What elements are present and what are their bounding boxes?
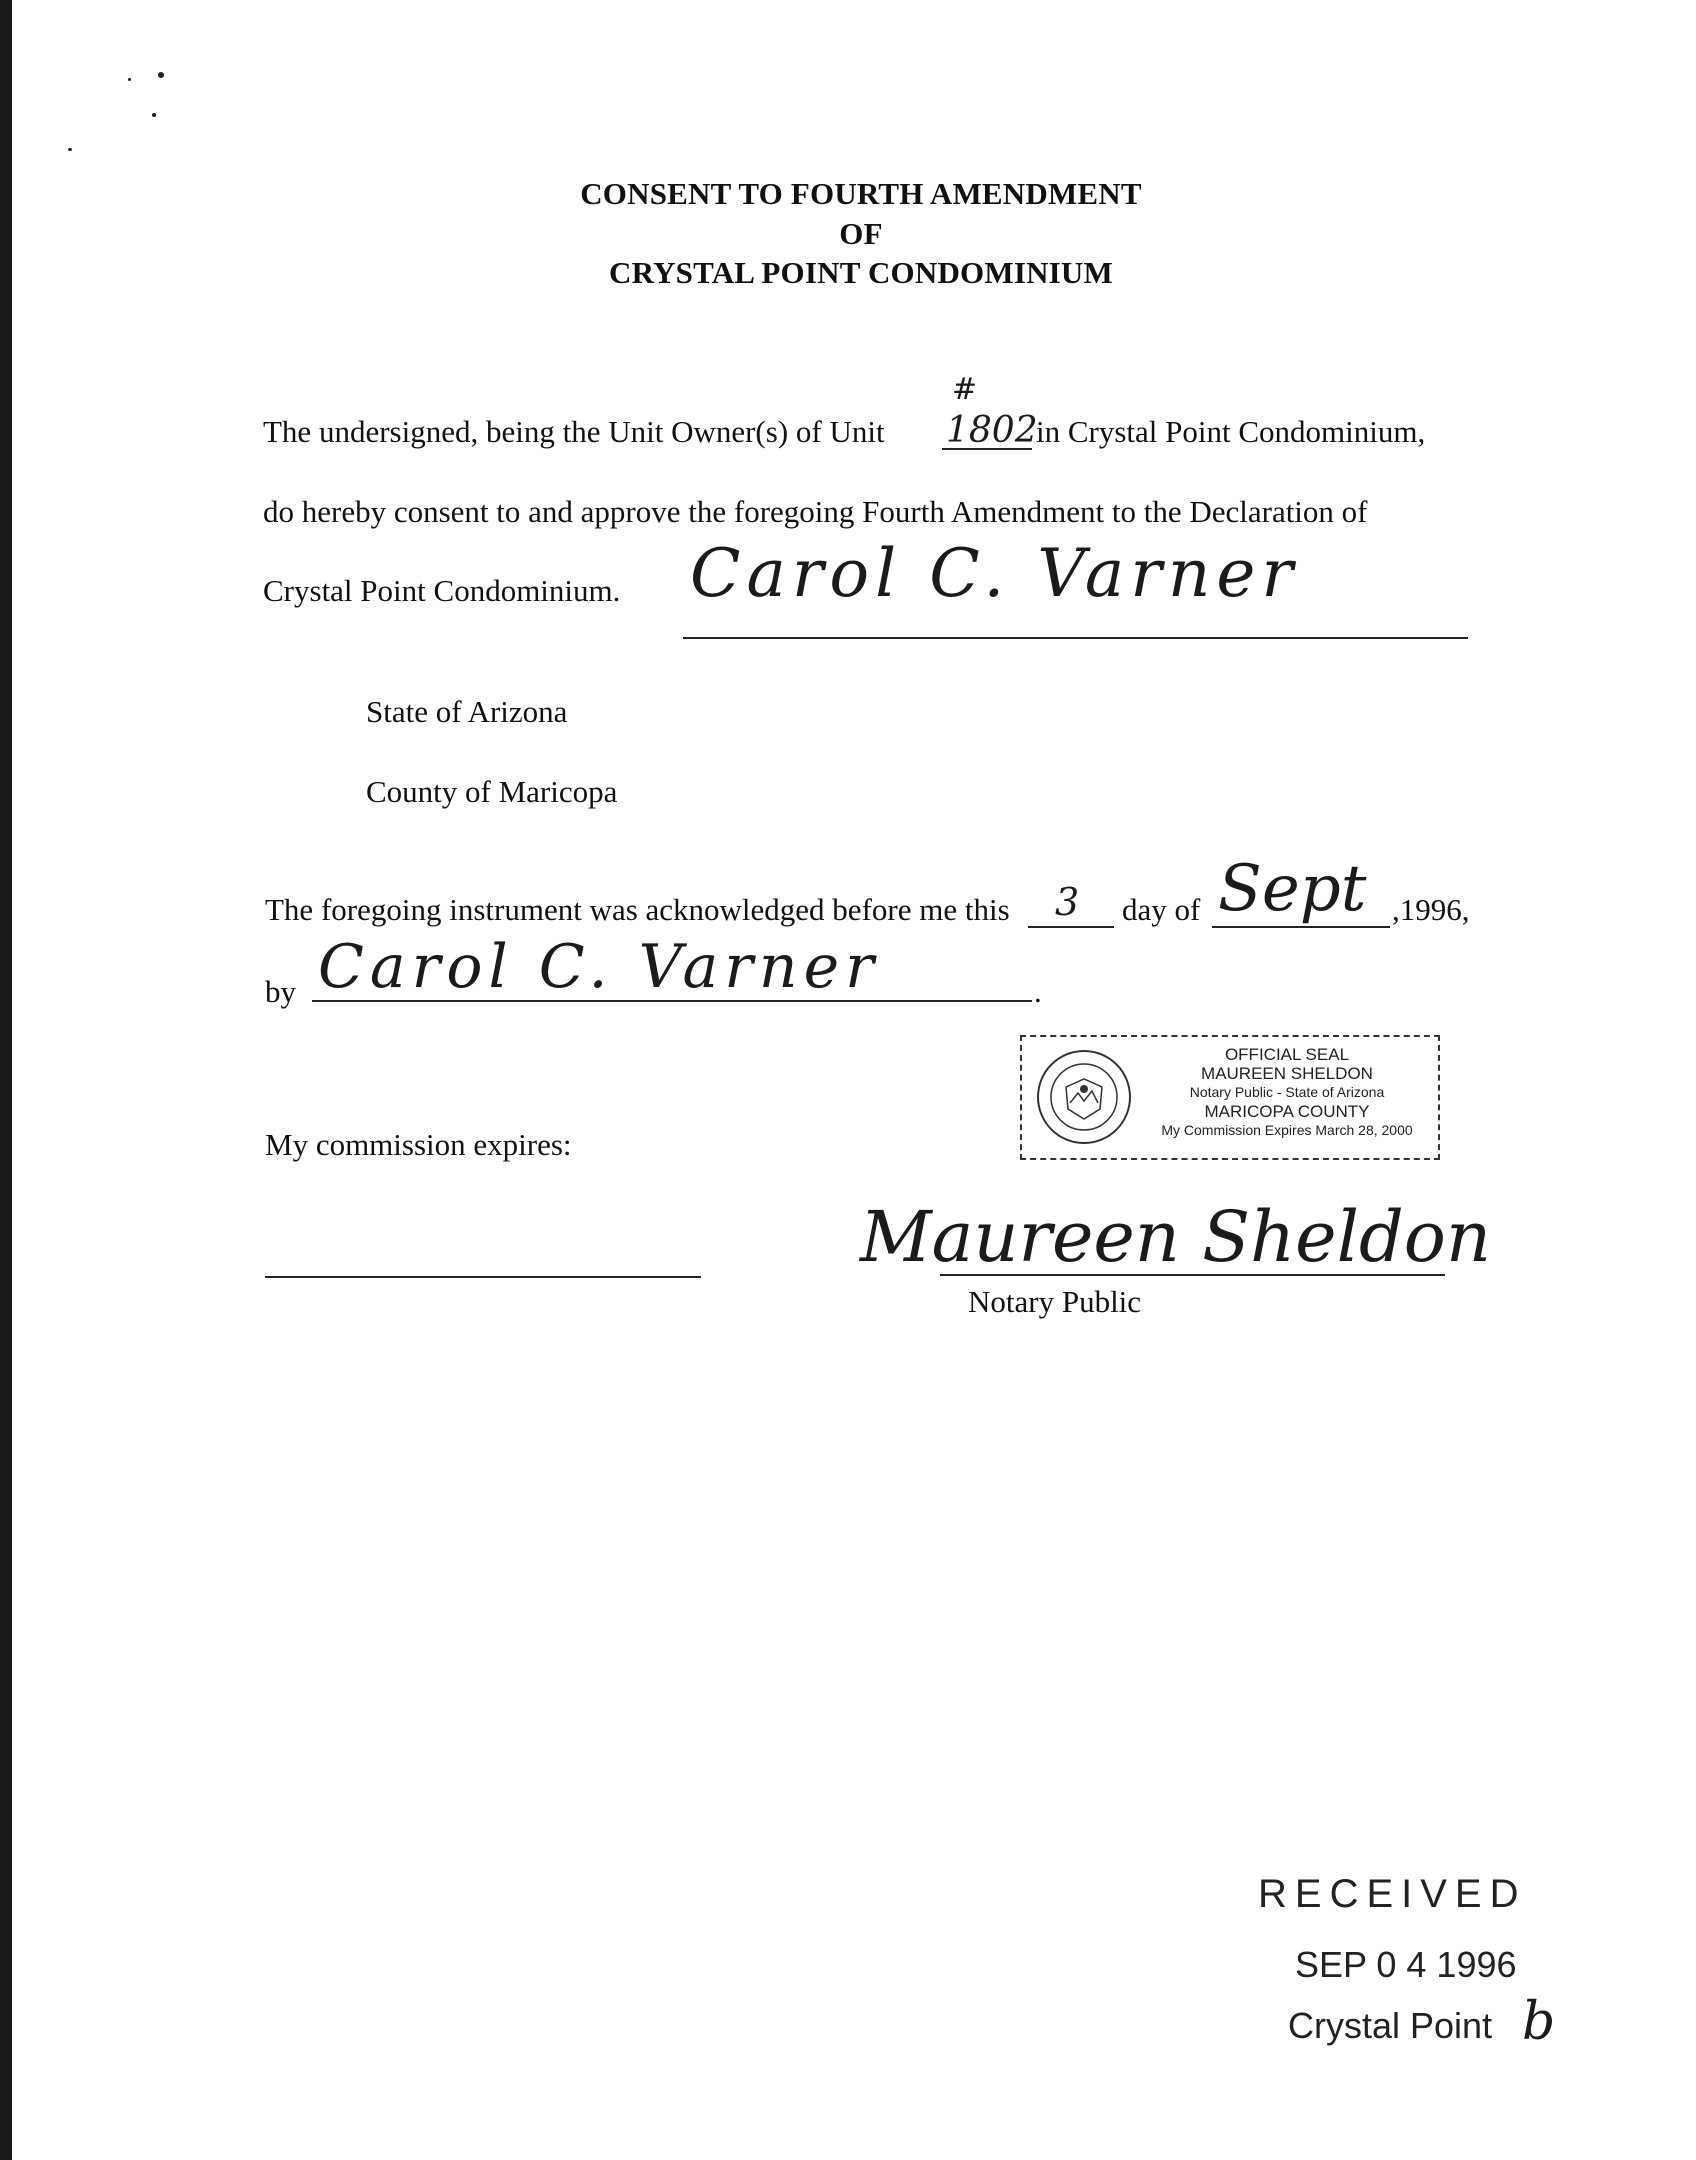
title-line-2: OF — [839, 216, 883, 251]
by-blank — [312, 1000, 1032, 1002]
scan-edge — [0, 0, 12, 2160]
owner-signature-line — [683, 637, 1468, 639]
unit-number-mark: # — [952, 372, 978, 407]
venue-state: State of Arizona — [366, 694, 568, 729]
seal-line-2: MAUREEN SHELDON — [1201, 1064, 1373, 1083]
notary-public-label: Notary Public — [968, 1284, 1142, 1319]
unit-number-blank — [942, 448, 1032, 450]
scan-speck — [128, 78, 131, 81]
unit-number-handwritten: 1802 — [946, 410, 1038, 451]
commission-label: My commission expires: — [265, 1127, 572, 1162]
acknowledgment-text: The foregoing instrument was acknowledged before me this — [265, 892, 1010, 927]
received-stamp-title: RECEIVED — [1258, 1872, 1527, 1916]
by-period: . — [1034, 974, 1042, 1009]
scan-speck — [68, 148, 72, 151]
paragraph-line-3: Crystal Point Condominium. — [263, 573, 621, 608]
received-stamp-location: Crystal Point — [1288, 2005, 1493, 2046]
owner-signature: Carol C. Varner — [690, 535, 1299, 612]
notary-signature-line — [940, 1274, 1445, 1276]
paragraph-line-1-end: in Crystal Point Condominium, — [1036, 414, 1426, 449]
paragraph-line-1-start: The undersigned, being the Unit Owner(s) of Unit — [263, 414, 885, 449]
by-label: by — [265, 974, 296, 1009]
day-of-label: day of — [1122, 892, 1201, 927]
paragraph-line-2: do hereby consent to and approve the foregoing Fourth Amendment to the Declaration of — [263, 494, 1368, 529]
title-line-1: CONSENT TO FOURTH AMENDMENT — [580, 176, 1142, 211]
received-stamp-initial: b — [1522, 1992, 1556, 2052]
scan-speck — [152, 113, 156, 117]
seal-line-3: Notary Public - State of Arizona — [1189, 1084, 1385, 1100]
title-line-3: CRYSTAL POINT CONDOMINIUM — [609, 255, 1113, 290]
state-seal-emblem — [1034, 1047, 1134, 1147]
acknowledgment-day: 3 — [1055, 880, 1080, 924]
received-stamp-date: SEP 0 4 1996 — [1295, 1944, 1517, 1985]
month-blank — [1212, 926, 1390, 928]
seal-text-block — [1142, 1045, 1432, 1140]
seal-line-4: MARICOPA COUNTY — [1204, 1102, 1370, 1121]
notary-signature: Maureen Sheldon — [860, 1196, 1492, 1278]
venue-county: County of Maricopa — [366, 774, 618, 809]
commission-expiry-blank — [265, 1276, 701, 1278]
acknowledged-name-signature: Carol C. Varner — [318, 932, 880, 1002]
notary-seal — [1020, 1035, 1440, 1160]
day-blank — [1028, 926, 1114, 928]
scan-speck — [158, 72, 164, 78]
seal-line-1: OFFICIAL SEAL — [1224, 1045, 1350, 1064]
acknowledgment-year: ,1996, — [1392, 892, 1470, 927]
seal-line-5: My Commission Expires March 28, 2000 — [1161, 1122, 1413, 1138]
acknowledgment-month: Sept — [1218, 852, 1367, 926]
